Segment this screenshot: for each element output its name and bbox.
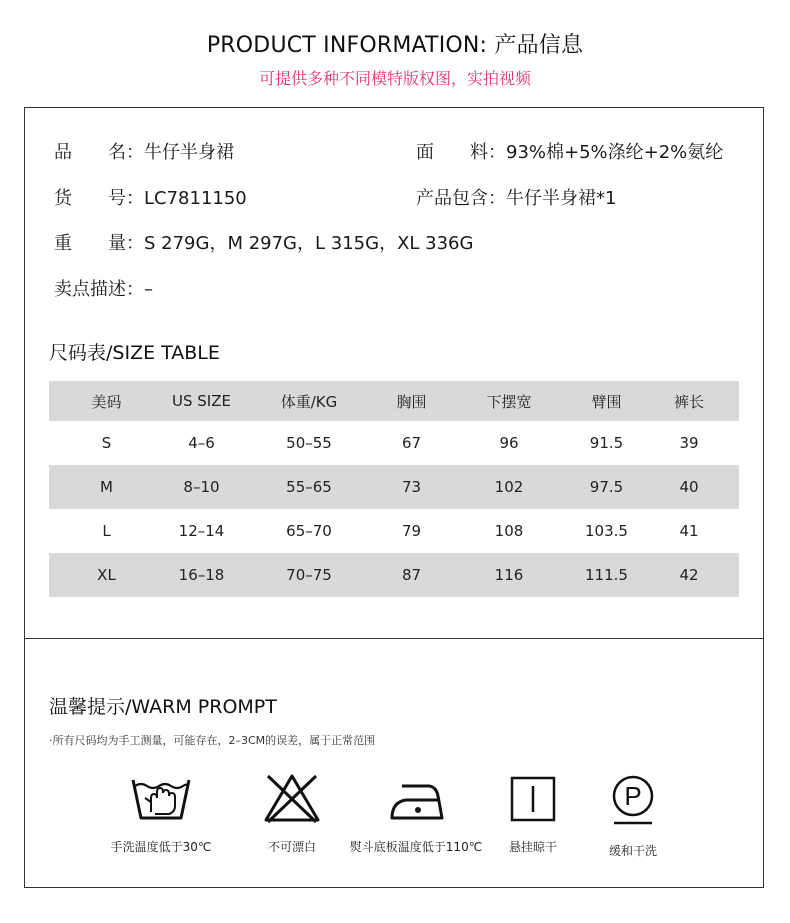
care-dry-clean xyxy=(592,772,674,859)
table-cell: 40 xyxy=(679,478,699,496)
table-cell: 111.5 xyxy=(585,566,628,584)
care-hang-dry xyxy=(492,772,574,855)
info-sku-value: LC7811150 xyxy=(144,188,247,209)
table-cell: 73 xyxy=(401,478,422,496)
table-cell: M xyxy=(100,478,113,496)
info-sku-label: 货 号： xyxy=(54,188,144,209)
info-weight xyxy=(54,229,473,255)
size-table-header: 下摆宽 xyxy=(486,392,532,411)
info-contents-value: 牛仔半身裙*1 xyxy=(506,188,617,209)
table-cell: 103.5 xyxy=(585,522,628,540)
size-table-header: US SIZE xyxy=(172,392,231,410)
care-label: 手洗温度低于30℃ xyxy=(110,840,212,854)
table-cell: 96 xyxy=(499,434,519,452)
table-cell: 50–55 xyxy=(286,434,332,452)
care-label: 熨斗底板温度低于110℃ xyxy=(349,840,483,854)
care-no-bleach xyxy=(242,772,342,855)
page-title: PRODUCT INFORMATION: 产品信息 xyxy=(206,33,584,58)
info-selling xyxy=(54,275,153,301)
size-table xyxy=(49,381,739,597)
table-cell: 41 xyxy=(679,522,699,540)
info-weight-label: 重 量： xyxy=(54,233,144,254)
care-label: 缓和干洗 xyxy=(608,844,657,858)
table-cell: L xyxy=(102,522,111,540)
table-row xyxy=(49,553,739,597)
info-fabric-value: 93%棉+5%涤纶+2%氨纶 xyxy=(506,142,724,163)
size-table-header-row xyxy=(49,381,739,421)
care-label: 不可漂白 xyxy=(267,840,316,854)
table-cell: 116 xyxy=(494,566,524,584)
no-bleach-icon xyxy=(262,772,322,824)
dry-clean-icon xyxy=(608,772,658,828)
measurement-note: ·所有尺码均为手工测量，可能存在，2–3CM的误差，属于正常范围 xyxy=(49,734,376,747)
size-table-header: 美码 xyxy=(91,392,122,411)
hang-dry-icon xyxy=(508,772,558,824)
table-cell: 39 xyxy=(679,434,699,452)
table-cell: 67 xyxy=(401,434,422,452)
table-cell: 97.5 xyxy=(589,478,624,496)
info-contents-label: 产品包含： xyxy=(416,188,506,209)
warm-prompt-title: 温馨提示/WARM PROMPT xyxy=(49,696,277,718)
table-cell: 87 xyxy=(401,566,422,584)
table-cell: 91.5 xyxy=(589,434,624,452)
size-table-header: 胸围 xyxy=(396,392,427,411)
info-name-label: 品 名： xyxy=(54,142,144,163)
table-cell: 70–75 xyxy=(286,566,332,584)
info-name xyxy=(54,138,234,164)
table-row xyxy=(49,421,739,465)
info-fabric-label: 面 料： xyxy=(416,142,506,163)
care-label: 悬挂晾干 xyxy=(508,840,557,854)
size-table-header: 体重/KG xyxy=(280,392,338,411)
table-cell: 55–65 xyxy=(286,478,332,496)
info-selling-value: – xyxy=(144,279,153,300)
page-subtitle: 可提供多种不同模特版权图，实拍视频 xyxy=(258,69,531,88)
table-cell: S xyxy=(101,434,112,452)
table-cell: 65–70 xyxy=(286,522,332,540)
table-cell: 4–6 xyxy=(188,434,215,452)
info-contents xyxy=(416,184,616,210)
size-table-header: 裤长 xyxy=(673,392,704,411)
table-cell: XL xyxy=(97,566,116,584)
table-cell: 16–18 xyxy=(178,566,225,584)
info-fabric xyxy=(416,138,723,164)
size-table-title: 尺码表/SIZE TABLE xyxy=(49,342,220,364)
table-row xyxy=(49,465,739,509)
section-divider xyxy=(24,638,764,639)
info-weight-value: S 279G，M 297G，L 315G，XL 336G xyxy=(144,233,474,254)
iron-icon xyxy=(388,772,444,824)
info-selling-label: 卖点描述： xyxy=(54,279,144,300)
table-row xyxy=(49,509,739,553)
info-sku xyxy=(54,184,247,210)
info-name-value: 牛仔半身裙 xyxy=(144,142,234,163)
care-hand-wash xyxy=(100,772,222,855)
svg-text:P: P xyxy=(624,781,642,811)
table-cell: 102 xyxy=(494,478,524,496)
table-cell: 42 xyxy=(679,566,699,584)
size-table-header: 臂围 xyxy=(591,392,622,411)
table-cell: 8–10 xyxy=(183,478,220,496)
table-cell: 108 xyxy=(494,522,524,540)
table-cell: 12–14 xyxy=(178,522,225,540)
table-cell: 79 xyxy=(401,522,422,540)
care-iron xyxy=(345,772,487,855)
hand-wash-icon xyxy=(129,772,193,824)
